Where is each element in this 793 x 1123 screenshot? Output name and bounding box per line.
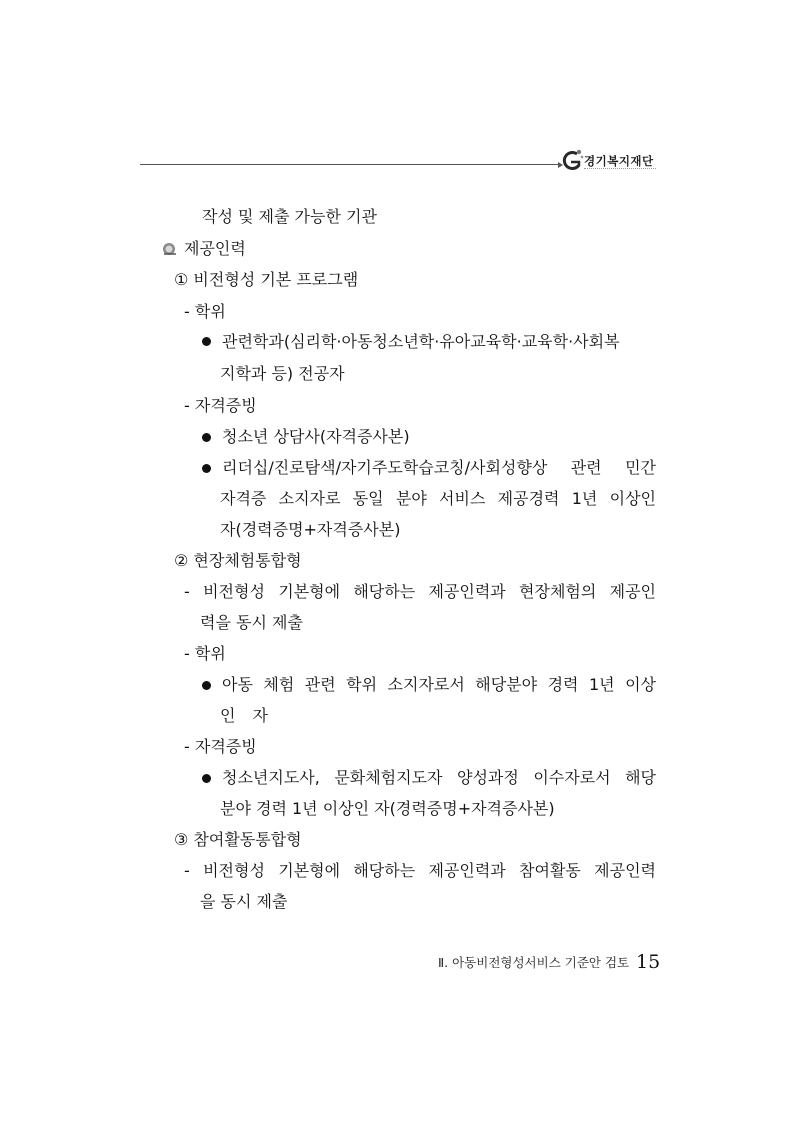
page-number: 15 bbox=[636, 951, 661, 973]
logo-text: 경기복지재단 bbox=[584, 154, 654, 168]
bullet-icon bbox=[202, 464, 211, 473]
bullet-text: 청소년 상담사(자격증사본) bbox=[222, 427, 410, 446]
bullet-text-cont: 지학과 등) 전공자 bbox=[220, 364, 345, 383]
bullet-text-cont: 인 자 bbox=[220, 706, 274, 725]
bullet-icon bbox=[202, 433, 211, 442]
bullet-text: 아동 체험 관련 학위 소지자로서 해당분야 경력 1년 이상 bbox=[222, 675, 656, 694]
bullet-icon bbox=[202, 337, 211, 346]
item-heading: - 학위 bbox=[184, 302, 226, 321]
bullet-text: 관련학과(심리학·아동청소년학·유아교육학·교육학·사회복 bbox=[222, 332, 620, 351]
subsection-heading: ① 비전형성 기본 프로그램 bbox=[174, 270, 359, 289]
bullet-text-cont: 분야 경력 1년 이상인 자(경력증명+자격증사본) bbox=[220, 799, 555, 818]
item-heading: - 자격증빙 bbox=[184, 396, 257, 415]
subsection-heading: ② 현장체험통합형 bbox=[174, 551, 302, 570]
item-text-cont: 력을 동시 제출 bbox=[200, 613, 303, 632]
bullet-icon bbox=[202, 774, 211, 783]
bullet-text-cont: 자(경력증명+자격증사본) bbox=[220, 520, 401, 539]
section-bullet-icon bbox=[162, 242, 178, 256]
header-logo bbox=[562, 148, 662, 178]
logo-subline bbox=[584, 168, 656, 172]
item-text: - 비전형성 기본형에 해당하는 제공인력과 현장체험의 제공인 bbox=[184, 582, 656, 601]
header-rule bbox=[140, 164, 560, 165]
bullet-text: 리더십/진로탐색/자기주도학습코칭/사회성향상 관련 민간 bbox=[222, 458, 656, 477]
bullet-text-cont: 자격증 소지자로 동일 분야 서비스 제공경력 1년 이상인 bbox=[220, 489, 656, 508]
subsection-heading: ③ 참여활동통합형 bbox=[174, 830, 302, 849]
item-text: - 비전형성 기본형에 해당하는 제공인력과 참여활동 제공인력 bbox=[184, 861, 656, 880]
item-heading: - 학위 bbox=[184, 644, 226, 663]
footer-chapter-title: Ⅱ. 아동비전형성서비스 기준안 검토 bbox=[438, 955, 630, 970]
bullet-text: 청소년지도사, 문화체험지도자 양성과정 이수자로서 해당 bbox=[222, 768, 656, 787]
item-text-cont: 을 동시 제출 bbox=[200, 892, 288, 911]
bullet-icon bbox=[202, 681, 211, 690]
gyeonggi-welfare-foundation-logo-icon bbox=[562, 148, 584, 174]
item-heading: - 자격증빙 bbox=[184, 737, 257, 756]
section-heading: 제공인력 bbox=[184, 239, 246, 258]
text-line: 작성 및 제출 가능한 기관 bbox=[202, 207, 377, 226]
